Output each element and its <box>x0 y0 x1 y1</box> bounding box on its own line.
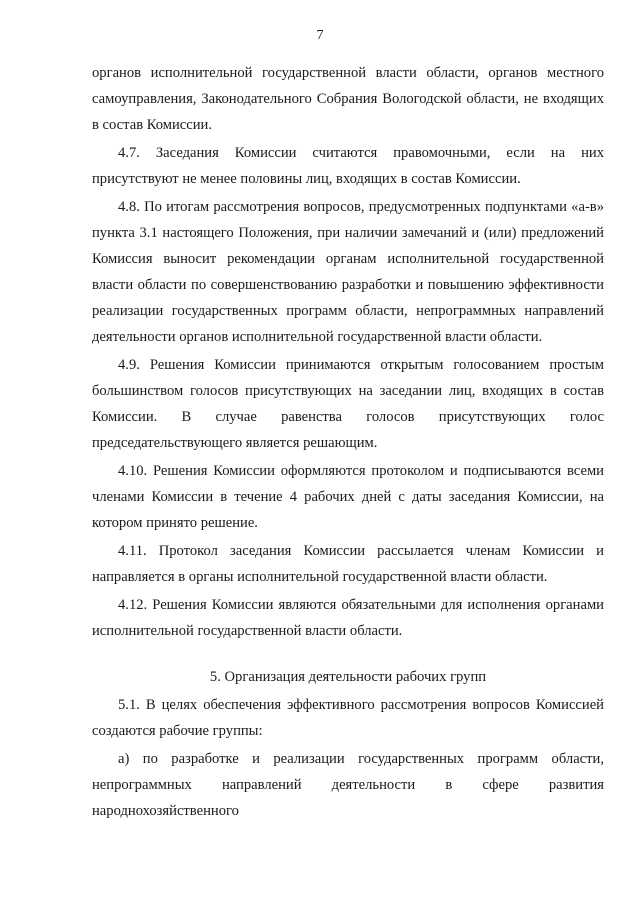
paragraph-4-12: 4.12. Решения Комиссии являются обязательными для исполнения органами исполнительной государственной власти области. <box>92 597 604 639</box>
paragraph-4-9: 4.9. Решения Комиссии принимаются открытым голосованием простым большинством голосов присутствующих на заседании лиц, входящих в состав Комиссии. В случае равенства голосов присутствующих голос председательствующего является решающим. <box>92 357 604 451</box>
paragraph-5-1: 5.1. В целях обеспечения эффективного рассмотрения вопросов Комиссией создаются рабочие группы: <box>92 697 604 739</box>
paragraph-4-7: 4.7. Заседания Комиссии считаются правомочными, если на них присутствуют не менее половины лиц, входящих в состав Комиссии. <box>92 145 604 187</box>
paragraph-5-1-a: а) по разработке и реализации государственных программ области, непрограммных направлений деятельности в сфере развития народнохозяйственного <box>92 751 604 819</box>
paragraph-continuation: органов исполнительной государственной власти области, органов местного самоуправления, Законодательного Собрания Вологодской области, не входящих в состав Комиссии. <box>92 65 604 133</box>
paragraph-4-8: 4.8. По итогам рассмотрения вопросов, предусмотренных подпунктами «а-в» пункта 3.1 настоящего Положения, при наличии замечаний и (или) предложений Комиссия выносит рекомендации органам исполнительной государственной власти области по совершенствованию разработки и повышению эффективности реализации государственных программ области, непрограммных направлений деятельности органов исполнительной государственной власти области. <box>92 199 604 345</box>
page-number: 7 <box>316 28 324 43</box>
paragraph-4-11: 4.11. Протокол заседания Комиссии рассылается членам Комиссии и направляется в органы исполнительной государственной власти области. <box>92 543 604 585</box>
section-heading: 5. Организация деятельности рабочих групп <box>209 669 487 685</box>
paragraph-4-10: 4.10. Решения Комиссии оформляются протоколом и подписываются всеми членами Комиссии в течение 4 рабочих дней с даты заседания Комиссии, на котором принято решение. <box>92 463 604 531</box>
document-body <box>92 60 604 826</box>
